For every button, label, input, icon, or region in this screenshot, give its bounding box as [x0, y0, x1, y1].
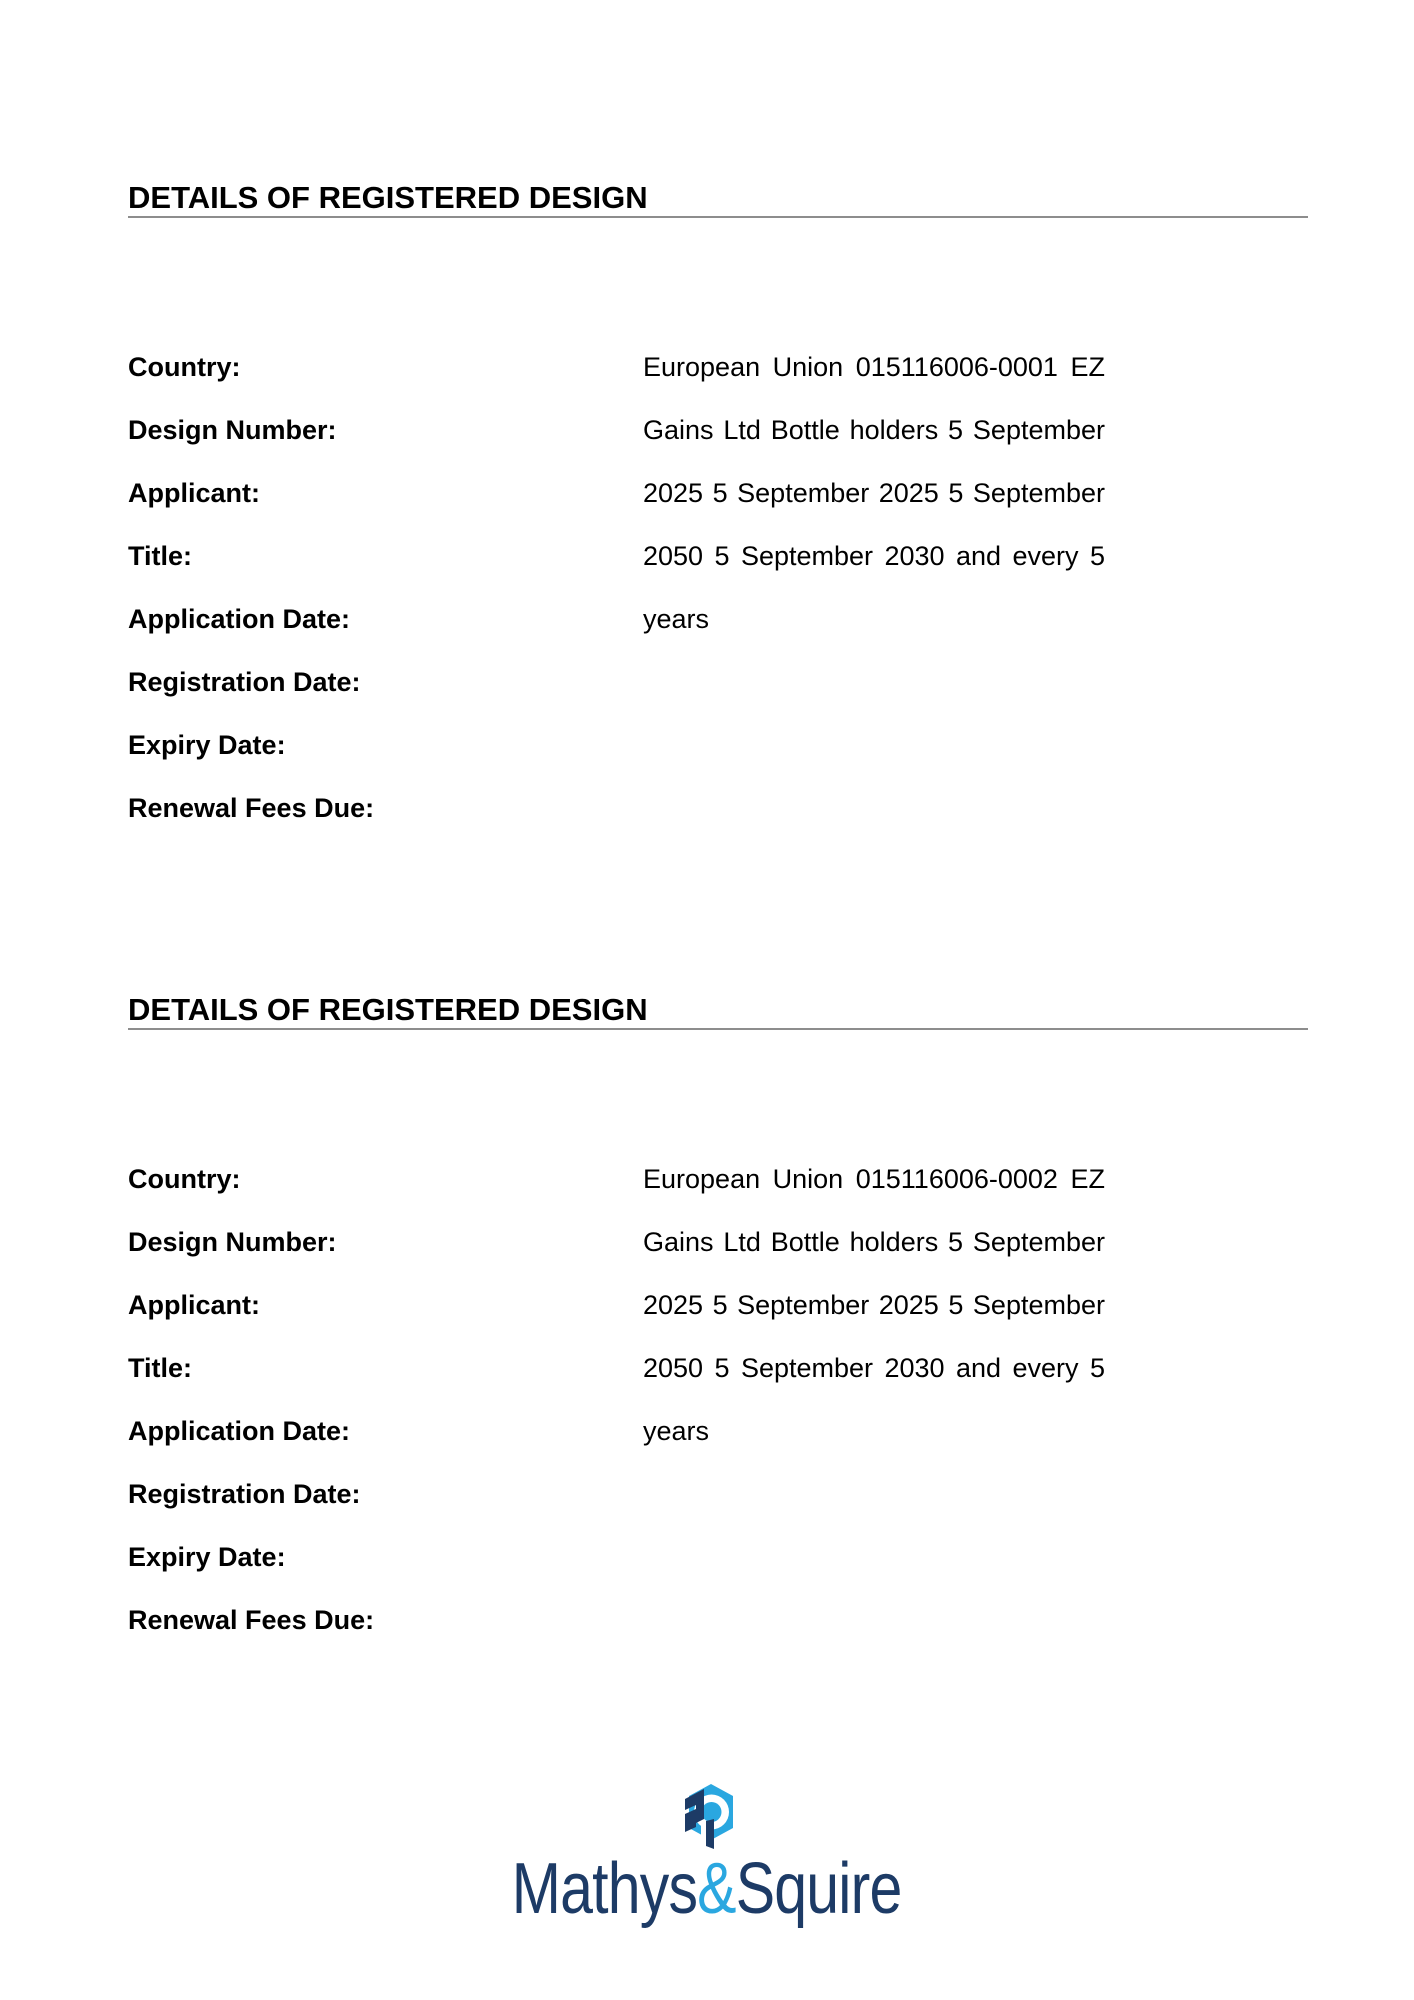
field-label-country: Country:	[128, 1164, 241, 1194]
field-label-title: Title:	[128, 1353, 193, 1383]
field-label-registration-date: Registration Date:	[128, 667, 361, 697]
wordmark-mathys: Mathys	[512, 1849, 698, 1929]
section-1-values-paragraph: European Union 015116006-0001 EZ Gains Ltd Bottle holders 5 September 2025 5 September 2025 5 September 2050 5 September 2030 and every 5 years	[643, 352, 1105, 634]
field-label-application-date: Application Date:	[128, 1416, 351, 1446]
section-2-heading: DETAILS OF REGISTERED DESIGN	[128, 994, 1308, 1030]
field-label-title: Title:	[128, 541, 193, 571]
mathys-squire-logo	[0, 1783, 1414, 1929]
field-label-application-date: Application Date:	[128, 604, 351, 634]
field-label-design-number: Design Number:	[128, 415, 337, 445]
field-label-renewal-fees-due: Renewal Fees Due:	[128, 1605, 375, 1635]
section-1-columns	[128, 336, 1308, 840]
field-label-renewal-fees-due: Renewal Fees Due:	[128, 793, 375, 823]
section-2-field-labels	[128, 1148, 643, 1652]
wordmark-ampersand: &	[697, 1849, 737, 1929]
registered-design-section-1	[128, 182, 1308, 840]
mathys-squire-hexagon-logo-icon	[678, 1783, 736, 1849]
field-label-country: Country:	[128, 352, 241, 382]
section-1-field-labels	[128, 336, 643, 840]
mathys-squire-wordmark	[512, 1849, 902, 1929]
section-2-values-paragraph: European Union 015116006-0002 EZ Gains Ltd Bottle holders 5 September 2025 5 September 2025 5 September 2050 5 September 2030 and every 5 years	[643, 1164, 1105, 1446]
field-label-registration-date: Registration Date:	[128, 1479, 361, 1509]
section-2-columns	[128, 1148, 1308, 1652]
wordmark-squire: Squire	[736, 1849, 902, 1929]
field-label-expiry-date: Expiry Date:	[128, 1542, 286, 1572]
field-label-design-number: Design Number:	[128, 1227, 337, 1257]
field-label-applicant: Applicant:	[128, 478, 260, 508]
registered-design-section-2	[128, 994, 1308, 1652]
section-1-heading: DETAILS OF REGISTERED DESIGN	[128, 182, 1308, 218]
field-label-applicant: Applicant:	[128, 1290, 260, 1320]
field-label-expiry-date: Expiry Date:	[128, 730, 286, 760]
